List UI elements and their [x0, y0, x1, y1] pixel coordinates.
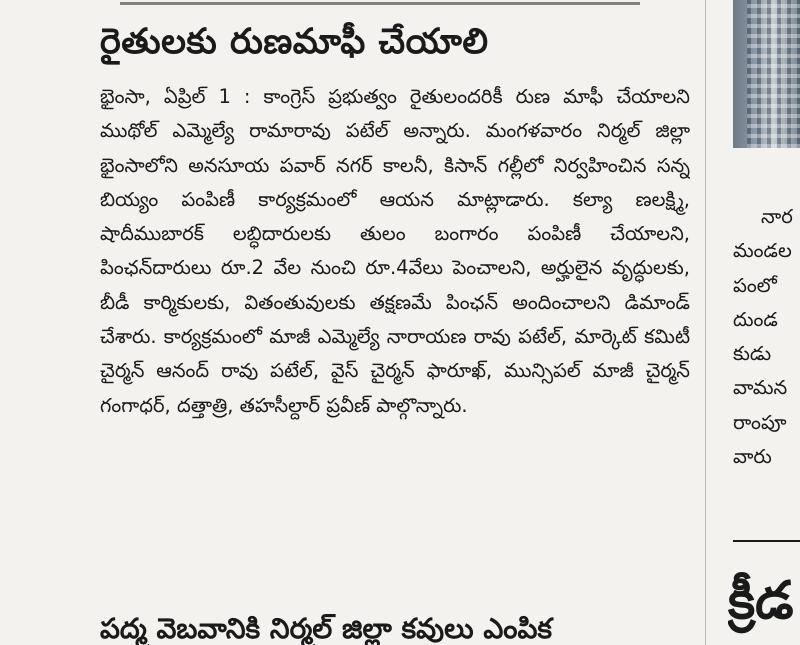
article-body: భైంసా, ఏప్రిల్ 1 : కాంగ్రెస్ ప్రభుత్వం రైతులందరికీ రుణ మాఫీ చేయాలని ముథోల్ ఎమ్మెల్యే రామారావు పటేల్ అన్నారు. మంగళవారం నిర్మల్ జిల్లా భైంసాలోని అనసూయ పవార్ నగర్ కాలనీ, కిసాన్ గల్లీలో నిర్వహించిన సన్న బియ్యం పంపిణీ కార్యక్రమంలో ఆయన మాట్లాడారు. కల్యా ణలక్ష్మి, షాదీముబారక్ లబ్ధిదారులకు తులం బంగారం పంపిణీ చేయాలని, పింఛన్‌దారులు రూ.2 వేల నుంచి రూ.4వేలు పెంచాలని, అర్హులైన వృద్ధులకు, బీడీ కార్మికులకు, వితంతువులకు తక్షణమే పింఛన్ అందించాలని డిమాండ్ చేశారు. కార్యక్రమంలో మాజీ ఎమ్మెల్యే నారాయణ రావు పటేల్, మార్కెట్ కమిటీ చైర్మన్ ఆనంద్ రావు పటేల్, వైస్ చైర్మన్ ఫారూఖ్, మున్సిపల్ మాజీ చైర్మన్ గంగాధర్, దత్తాత్రి, తహసీల్దార్ ప్రవీణ్ పాల్గొన్నారు. — [100, 85, 690, 417]
side-section-rule — [733, 540, 800, 542]
side-line: వామన — [733, 376, 788, 400]
news-photo — [733, 0, 800, 148]
side-line: మండల — [733, 239, 792, 263]
side-article-text — [733, 200, 800, 474]
side-line: నార — [761, 205, 793, 228]
photo-shirt-pattern — [747, 0, 800, 148]
next-article-headline: పద్మ వెబవానికి నిర్మల్ జిల్లా కవులు ఎంపిక — [100, 612, 552, 645]
side-section-heading: క్రీడ — [728, 571, 794, 631]
side-line: రాంపూ — [733, 410, 787, 434]
side-line: పంలో — [733, 273, 777, 297]
column-divider — [705, 0, 706, 645]
side-line: కుడు — [733, 342, 772, 366]
side-line: దుండ — [733, 307, 778, 331]
cut-off-previous-headline — [120, 0, 640, 5]
side-line: వారు — [733, 445, 772, 469]
article-headline: రైతులకు రుణమాఫీ చేయాలి — [100, 22, 489, 62]
